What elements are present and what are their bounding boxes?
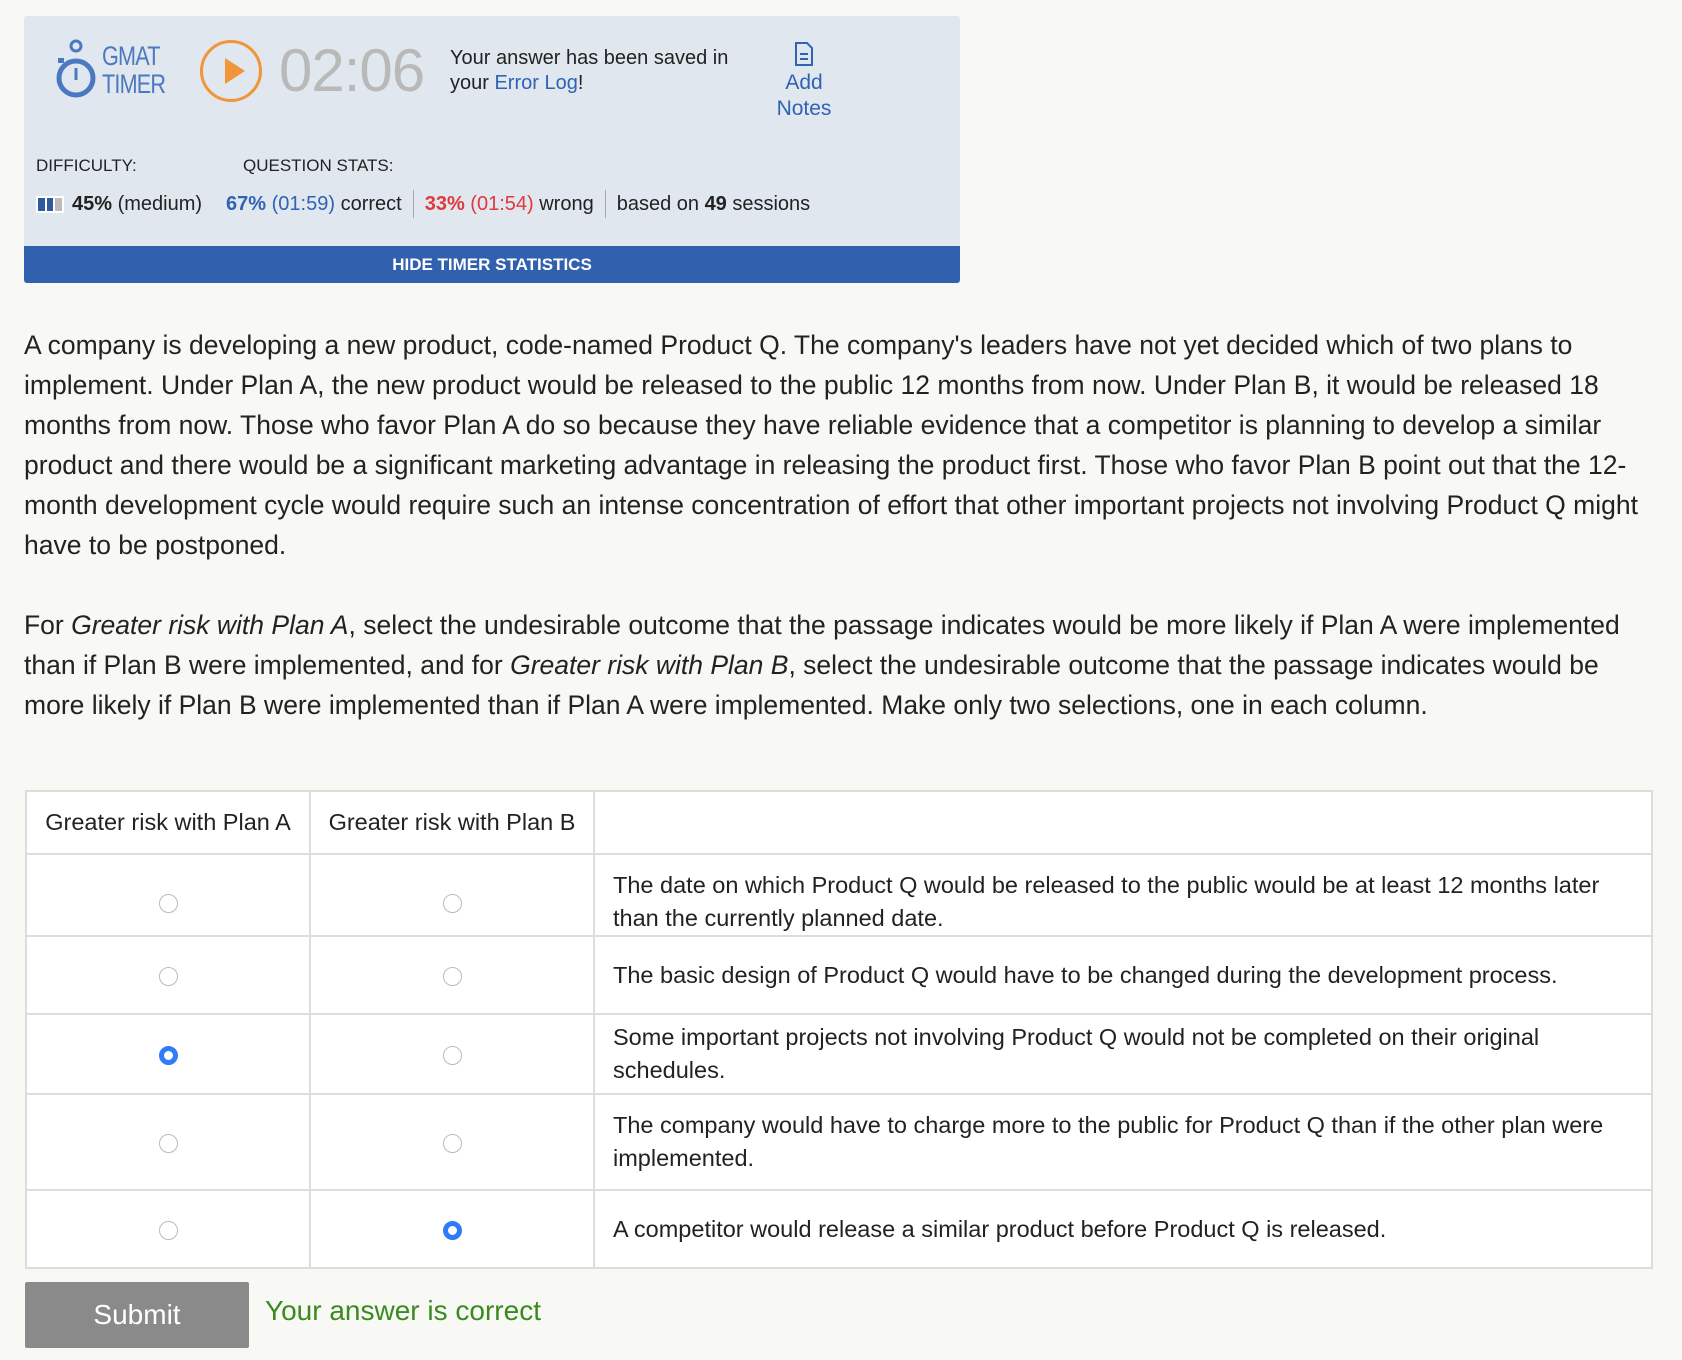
prompt-emphasis-a: Greater risk with Plan A	[71, 610, 349, 640]
radio-plan-a[interactable]	[159, 894, 178, 913]
radio-plan-b[interactable]	[443, 1046, 462, 1065]
outcome-text: The company would have to charge more to the public for Product Q than if the other plan were implemented.	[594, 1094, 1652, 1190]
radio-cell	[26, 1014, 310, 1094]
radio-plan-a[interactable]	[159, 1221, 178, 1240]
radio-plan-a[interactable]	[159, 1134, 178, 1153]
add-notes-label: Add	[785, 71, 823, 94]
add-notes-button[interactable]	[764, 42, 844, 122]
timer-panel	[24, 16, 960, 283]
table-row	[26, 1094, 1652, 1190]
result-message: Your answer is correct	[265, 1295, 541, 1326]
prompt-text: , select the undesirable outcome that the passage indicates would be more likely if Plan A were implemented than if Plan B were implemented, and for	[24, 610, 1620, 680]
correct-percent: 67%	[226, 192, 267, 215]
radio-plan-b[interactable]	[443, 1221, 462, 1240]
saved-text: Your answer has been saved in your	[450, 47, 729, 94]
submit-button[interactable]: Submit	[25, 1282, 249, 1348]
difficulty-bars-icon	[36, 196, 64, 213]
sessions-label: sessions	[726, 192, 811, 215]
radio-plan-a[interactable]	[159, 967, 178, 986]
divider	[413, 190, 414, 218]
radio-cell	[26, 854, 310, 936]
add-notes-label-2: Notes	[776, 97, 832, 120]
saved-message	[450, 46, 750, 96]
timer-display: 02:06	[279, 37, 425, 104]
passage: A company is developing a new product, code-named Product Q. The company's leaders have not yet decided which of two plans to implement. Under Plan A, the new product would be released to the public 12 months from now. Under Plan B, it would be released 18 months from now. Those who favor Plan A do so because they have reliable evidence that a competitor is planning to develop a similar product and there would be a significant marketing advantage in releasing the product first. Those who favor Plan B point out that the 12-month development cycle would require such an intense concentration of effort that other important projects not involving Product Q might have to be postponed.	[24, 330, 1638, 560]
radio-cell	[310, 936, 594, 1014]
error-log-link[interactable]: Error Log	[494, 72, 578, 94]
radio-cell	[310, 854, 594, 936]
radio-plan-b[interactable]	[443, 1134, 462, 1153]
column-header-plan-b: Greater risk with Plan B	[310, 791, 594, 854]
logo-text-gmat: GMAT	[102, 41, 160, 71]
difficulty-level: (medium)	[112, 192, 203, 215]
prompt-emphasis-b: Greater risk with Plan B	[510, 650, 789, 680]
correct-time: (01:59)	[266, 192, 336, 215]
prompt-text: , select the undesirable outcome that the passage indicates would be more likely if Plan B were implemented than if Plan A were implemented. Make only two selections, one in each column.	[24, 650, 1599, 720]
radio-plan-a[interactable]	[159, 1046, 178, 1065]
based-on-label: based on	[616, 192, 705, 215]
table-row	[26, 854, 1652, 936]
wrong-time: (01:54)	[464, 192, 534, 215]
answer-table	[25, 790, 1653, 1269]
document-icon	[794, 42, 814, 66]
stopwatch-icon	[56, 38, 100, 100]
radio-plan-b[interactable]	[443, 967, 462, 986]
column-header-plan-a: Greater risk with Plan A	[26, 791, 310, 854]
table-row	[26, 1190, 1652, 1268]
question-stats-label: QUESTION STATS:	[243, 156, 394, 175]
difficulty-percent: 45%	[72, 192, 113, 215]
sessions-count: 49	[704, 192, 727, 215]
radio-cell	[26, 936, 310, 1014]
wrong-percent: 33%	[424, 192, 465, 215]
question-prompt	[24, 605, 1654, 725]
radio-cell	[310, 1190, 594, 1268]
wrong-label: wrong	[533, 192, 594, 215]
radio-cell	[310, 1014, 594, 1094]
outcome-text: A competitor would release a similar product before Product Q is released.	[594, 1190, 1652, 1268]
logo-text-timer: TIMER	[102, 69, 166, 99]
correct-label: correct	[335, 192, 402, 215]
outcome-text: The basic design of Product Q would have to be changed during the development process.	[594, 936, 1652, 1014]
divider	[605, 190, 606, 218]
difficulty-label: DIFFICULTY:	[36, 156, 137, 175]
stats-row	[36, 190, 810, 218]
prompt-text: For	[24, 610, 72, 640]
table-row	[26, 936, 1652, 1014]
outcome-text: Some important projects not involving Product Q would not be completed on their original schedules.	[594, 1014, 1652, 1094]
column-header-outcome	[594, 791, 1652, 854]
table-row	[26, 1014, 1652, 1094]
radio-plan-b[interactable]	[443, 894, 462, 913]
radio-cell	[26, 1190, 310, 1268]
outcome-text: The date on which Product Q would be released to the public would be at least 12 months later than the currently planned date.	[594, 854, 1652, 936]
hide-timer-statistics-button[interactable]: HIDE TIMER STATISTICS	[24, 246, 960, 283]
radio-cell	[26, 1094, 310, 1190]
play-button[interactable]	[200, 40, 262, 102]
saved-text-end: !	[577, 72, 584, 94]
gmat-timer-logo	[56, 38, 166, 104]
radio-cell	[310, 1094, 594, 1190]
